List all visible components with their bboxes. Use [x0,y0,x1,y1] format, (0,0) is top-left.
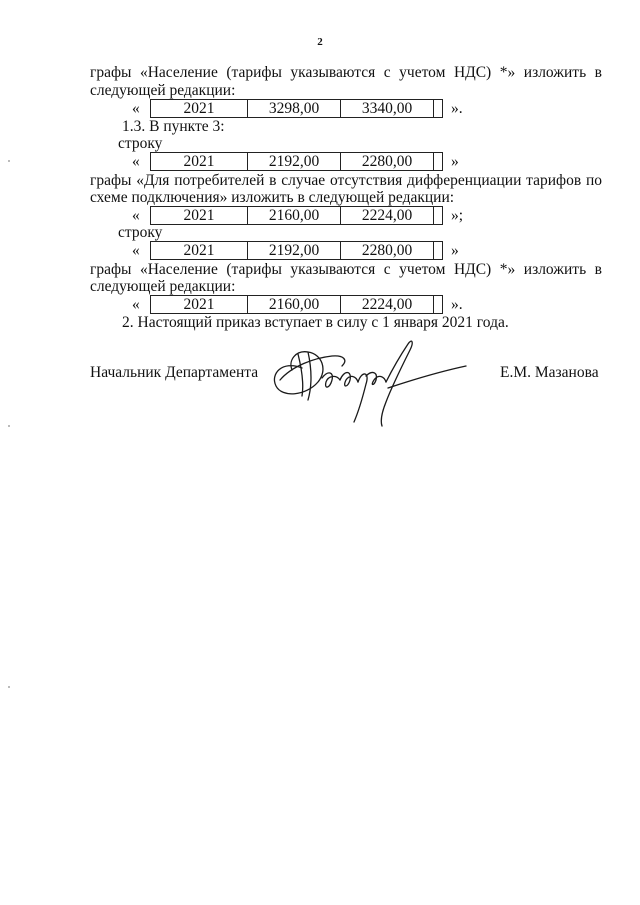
signatory-position: Начальник Департамента [90,364,259,381]
value-cell: 2224,00 [340,206,433,225]
value-cell: 2192,00 [247,152,340,171]
year-cell: 2021 [150,152,247,171]
paragraph-line: следующей редакции: [90,82,236,99]
empty-cell [433,295,443,314]
close-quote: ». [451,99,463,117]
scan-mark [8,160,10,162]
empty-cell [433,206,443,225]
close-quote: ». [451,295,463,313]
scan-mark [8,686,10,688]
paragraph-line: схеме подключения» изложить в следующей редакции: [90,189,455,206]
empty-cell [433,99,443,118]
value-cell: 2280,00 [340,152,433,171]
value-cell: 2160,00 [247,206,340,225]
signatory-name: Е.М. Мазанова [500,364,599,381]
handwritten-signature [262,330,472,430]
page-number: 2 [317,36,323,48]
value-cell: 2192,00 [247,241,340,260]
close-quote: » [451,152,459,170]
year-cell: 2021 [150,99,247,118]
paragraph-line: 2. Настоящий приказ вступает в силу с 1 января 2021 года. [122,314,509,331]
paragraph-line: 1.3. В пункте 3: [122,118,225,135]
open-quote: « [132,241,140,259]
scan-mark [8,425,10,427]
paragraph-line: строку [118,224,163,241]
open-quote: « [132,152,140,170]
table-row [132,99,463,118]
year-cell: 2021 [150,295,247,314]
value-cell: 2224,00 [340,295,433,314]
paragraph-line: графы «Население (тарифы указываются с учетом НДС) *» изложить в [90,261,602,278]
value-cell: 3298,00 [247,99,340,118]
close-quote: » [451,241,459,259]
empty-cell [433,152,443,171]
empty-cell [433,241,443,260]
table-row [132,206,463,225]
open-quote: « [132,206,140,224]
open-quote: « [132,295,140,313]
value-cell: 2280,00 [340,241,433,260]
table-row [132,241,459,260]
paragraph-line: графы «Население (тарифы указываются с учетом НДС) *» изложить в [90,64,602,81]
value-cell: 3340,00 [340,99,433,118]
paragraph-line: графы «Для потребителей в случае отсутствия дифференциации тарифов по [90,172,602,189]
paragraph-line: строку [118,135,163,152]
paragraph-line: следующей редакции: [90,278,236,295]
open-quote: « [132,99,140,117]
year-cell: 2021 [150,206,247,225]
close-quote: »; [451,206,464,224]
table-row [132,295,463,314]
value-cell: 2160,00 [247,295,340,314]
year-cell: 2021 [150,241,247,260]
table-row [132,152,459,171]
